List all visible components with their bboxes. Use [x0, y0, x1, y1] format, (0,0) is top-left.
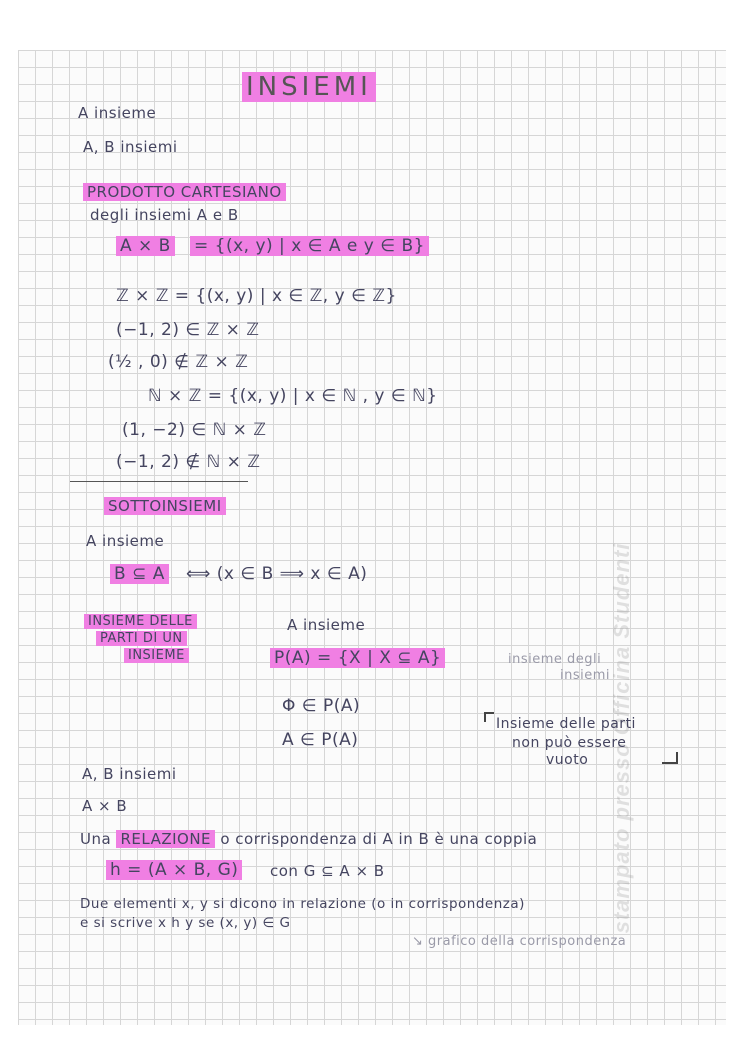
- watermark-text: stampato presso Officina Studenti: [609, 542, 634, 934]
- power-set-definition: P(A) = {X | X ⊆ A}: [270, 648, 445, 668]
- relazione-sentence: [80, 830, 537, 848]
- heading-prodotto-cartesiano: PRODOTTO CARTESIANO: [83, 183, 286, 201]
- a-in-power-set: A ∈ P(A): [282, 730, 359, 750]
- page-title: INSIEMI: [242, 72, 376, 102]
- side-note-line-2: insiemi: [560, 668, 611, 683]
- line-a-insieme-3: A insieme: [287, 616, 366, 634]
- relazione-pre: Una: [80, 830, 112, 848]
- grafico-note: ↘ grafico della corrispondenza: [412, 934, 627, 949]
- due-elementi-line: Due elementi x, y si dicono in relazione (o in corrispondenza): [80, 896, 525, 912]
- example-4: (−1, 2) ∉ ℕ × ℤ: [116, 452, 261, 472]
- section-divider: [70, 481, 248, 482]
- example-1: (−1, 2) ∈ ℤ × ℤ: [116, 320, 260, 340]
- nxz-definition: ℕ × ℤ = {(x, y) | x ∈ ℕ , y ∈ ℕ}: [148, 386, 438, 406]
- line-ab-insiemi: A, B insiemi: [83, 138, 178, 156]
- cartesian-product-rhs-text: = {(x, y) | x ∈ A e y ∈ B}: [190, 236, 429, 256]
- si-scrive-line: e si scrive x h y se (x, y) ∈ G: [80, 915, 291, 931]
- box-note-line-1: Insieme delle parti: [496, 716, 636, 732]
- subset-def-rhs: ⟺ (x ∈ B ⟹ x ∈ A): [186, 564, 368, 584]
- box-note-line-3: vuoto: [546, 752, 589, 768]
- line-a-insieme-2: A insieme: [86, 532, 165, 550]
- note-bracket-bottom-right: [662, 752, 678, 764]
- heading-sottoinsiemi: SOTTOINSIEMI: [104, 497, 226, 515]
- cartesian-product-rhs: [190, 236, 429, 256]
- zxz-definition: ℤ × ℤ = {(x, y) | x ∈ ℤ, y ∈ ℤ}: [116, 286, 397, 306]
- heading-parti-line-3: INSIEME: [124, 648, 189, 663]
- example-2: (½ , 0) ∉ ℤ × ℤ: [108, 352, 249, 372]
- heading-parti-line-1: INSIEME DELLE: [84, 614, 197, 629]
- empty-set-in-power-set: Φ ∈ P(A): [282, 696, 361, 716]
- relazione-post: o corrispondenza di A in B è una coppia: [220, 830, 538, 848]
- relation-definition: h = (A × B, G): [106, 860, 242, 880]
- line-degli-insiemi: degli insiemi A e B: [90, 206, 239, 224]
- example-3: (1, −2) ∈ ℕ × ℤ: [122, 420, 267, 440]
- relation-definition-post: con G ⊆ A × B: [270, 862, 385, 880]
- side-note-line-1: insieme degli: [508, 652, 602, 667]
- line-ab-insiemi-2: A, B insiemi: [82, 765, 177, 783]
- line-a-insieme: A insieme: [78, 104, 157, 122]
- line-axb: A × B: [82, 797, 128, 815]
- cartesian-product-lhs: A × B: [116, 236, 175, 256]
- box-note-line-2: non può essere: [512, 735, 627, 751]
- note-bracket-top-left: [484, 712, 494, 722]
- heading-parti-line-2: PARTI DI UN: [96, 631, 187, 646]
- subset-def-lhs: B ⊆ A: [110, 564, 169, 584]
- relazione-keyword: RELAZIONE: [116, 830, 215, 848]
